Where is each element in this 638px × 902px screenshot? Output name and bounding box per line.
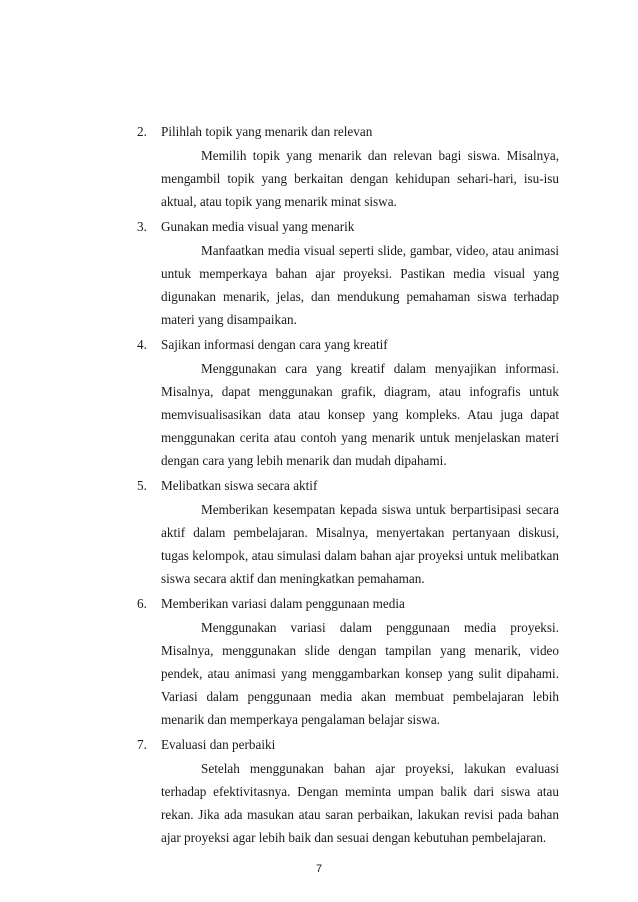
- list-item-number: 6.: [137, 596, 147, 611]
- list-item-paragraph: Manfaatkan media visual seperti slide, gambar, video, atau animasi untuk memperkaya bahan ajar proyeksi. Pastikan media visual yang digunakan menarik, jelas, dan mendukung pemahaman siswa terhadap materi yang disampaikan.: [161, 243, 559, 327]
- list-item: [137, 733, 559, 849]
- list-item-heading: [137, 733, 559, 756]
- list-item-heading: [137, 333, 559, 356]
- list-item-title: Memberikan variasi dalam penggunaan media: [161, 596, 405, 611]
- list-item-paragraph: Memberikan kesempatan kepada siswa untuk berpartisipasi secara aktif dalam pembelajaran. Misalnya, menyertakan pertanyaan diskusi, tugas kelompok, atau simulasi dalam bahan ajar proyeksi untuk melibatkan siswa secara aktif dan meningkatkan pemahaman.: [161, 502, 559, 586]
- list-item-title: Melibatkan siswa secara aktif: [161, 478, 318, 493]
- list-item-heading: [137, 215, 559, 238]
- list-item: [137, 215, 559, 331]
- list-item-paragraph: Menggunakan cara yang kreatif dalam menyajikan informasi. Misalnya, dapat menggunakan grafik, diagram, atau infografis untuk memvisualisasikan data atau konsep yang kompleks. Atau juga dapat menggunakan cerita atau contoh yang menarik untuk menjelaskan materi dengan cara yang lebih menarik dan mudah dipahami.: [161, 361, 559, 468]
- list-item-heading: [137, 120, 559, 143]
- list-item-title: Pilihlah topik yang menarik dan relevan: [161, 124, 373, 139]
- list-item-paragraph: Setelah menggunakan bahan ajar proyeksi, lakukan evaluasi terhadap efektivitasnya. Dengan meminta umpan balik dari siswa atau rekan. Jika ada masukan atau saran perbaikan, lakukan revisi pada bahan ajar proyeksi agar lebih baik dan sesuai dengan kebutuhan pembelajaran.: [161, 761, 559, 845]
- list-item-heading: [137, 592, 559, 615]
- list-item-number: 7.: [137, 737, 147, 752]
- list-item-title: Gunakan media visual yang menarik: [161, 219, 355, 234]
- list-item-title: Evaluasi dan perbaiki: [161, 737, 276, 752]
- list-item: [137, 120, 559, 213]
- list-item: [137, 474, 559, 590]
- list-item-paragraph: Memilih topik yang menarik dan relevan bagi siswa. Misalnya, mengambil topik yang berkaitan dengan kehidupan sehari-hari, isu-isu aktual, atau topik yang menarik minat siswa.: [161, 148, 559, 209]
- list-item-number: 4.: [137, 337, 147, 352]
- list-item: [137, 333, 559, 472]
- list-item-number: 3.: [137, 219, 147, 234]
- page-number: 7: [315, 863, 323, 875]
- list-item-number: 2.: [137, 124, 147, 139]
- list-item: [137, 592, 559, 731]
- list-item-title: Sajikan informasi dengan cara yang kreatif: [161, 337, 388, 352]
- numbered-list: [137, 120, 559, 851]
- list-item-heading: [137, 474, 559, 497]
- list-item-number: 5.: [137, 478, 147, 493]
- list-item-paragraph: Menggunakan variasi dalam penggunaan media proyeksi. Misalnya, menggunakan slide dengan tampilan yang menarik, video pendek, atau animasi yang menggambarkan konsep yang sulit dipahami. Variasi dalam penggunaan media akan membuat pembelajaran lebih menarik dan memperkaya pengalaman belajar siswa.: [161, 620, 559, 727]
